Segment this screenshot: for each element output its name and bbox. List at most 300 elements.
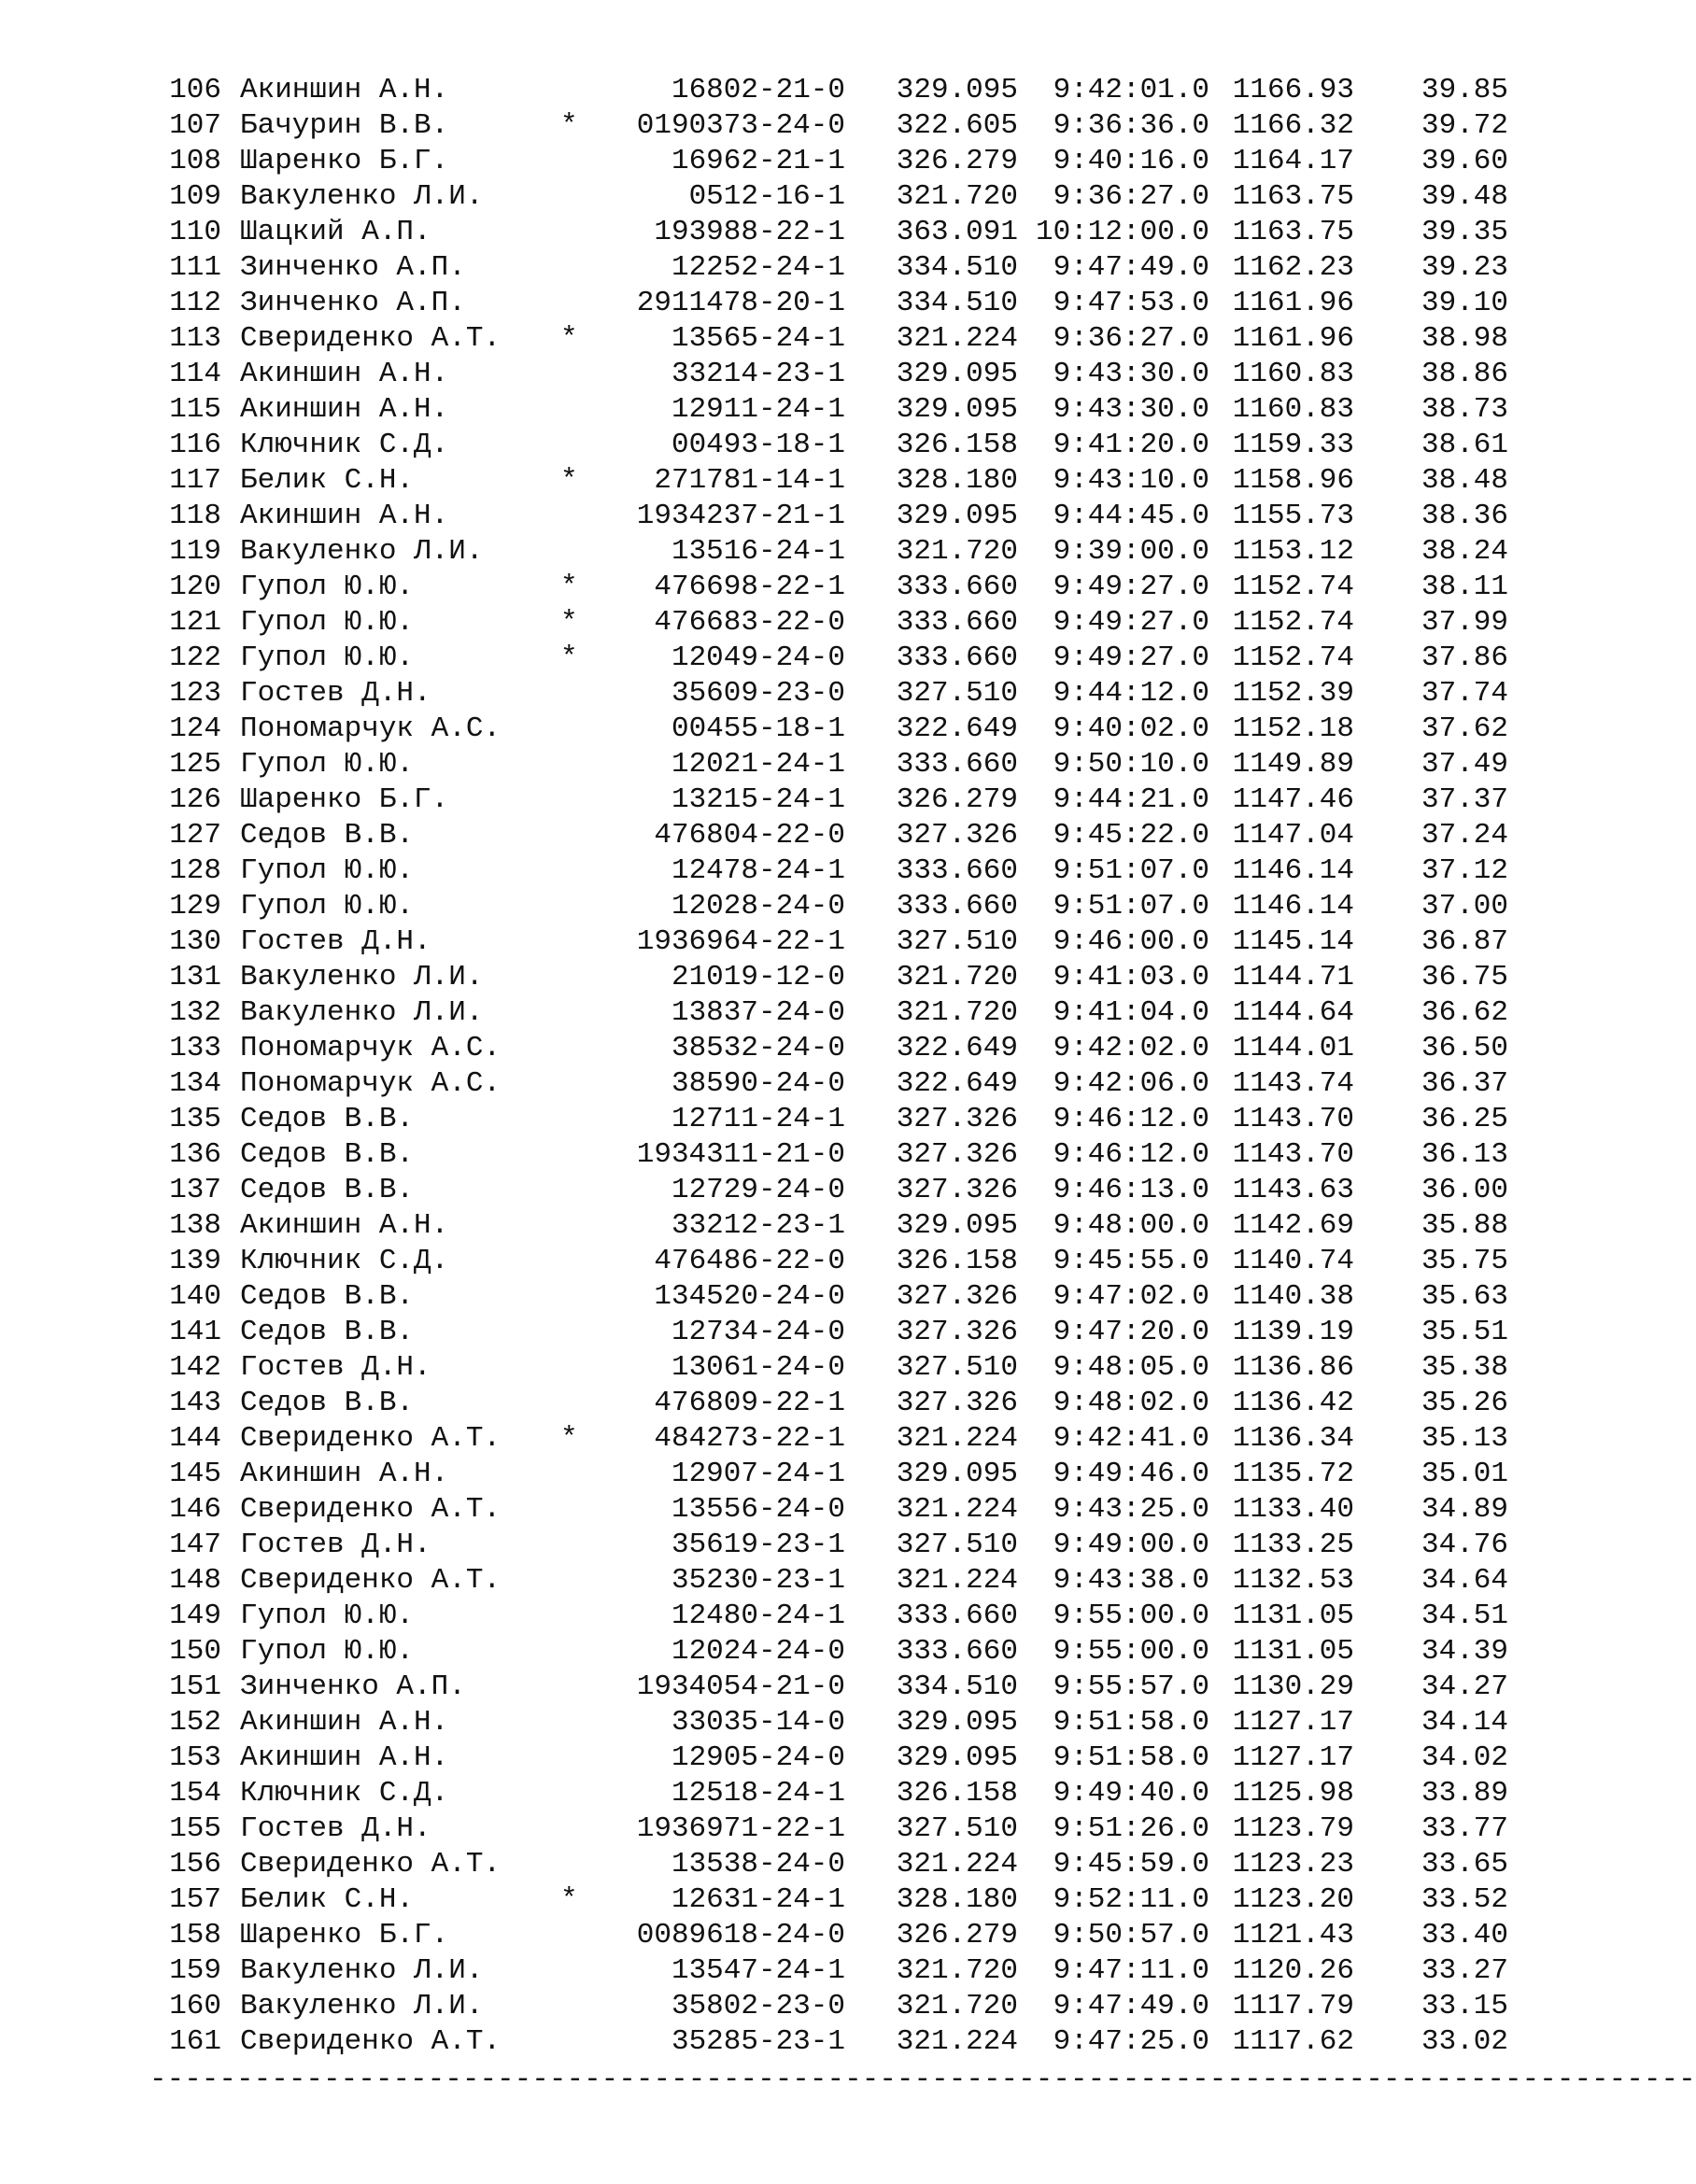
score: 33.15 [1420,1990,1508,2022]
score: 34.14 [1420,1706,1508,1739]
speed: 1123.23 [1232,1848,1354,1881]
speed: 1125.98 [1232,1777,1354,1810]
speed: 1164.17 [1232,145,1354,177]
speed: 1143.74 [1232,1067,1354,1100]
distance: 322.649 [896,712,1018,745]
fancier-name: Гостев Д.Н. [240,1529,431,1561]
place-number: 156 [169,1848,221,1881]
fancier-name: Седов В.В. [240,1316,415,1348]
fancier-name: Бачурин В.В. [240,109,449,142]
arrival-time: 9:48:00.0 [1053,1209,1209,1242]
place-number: 130 [169,925,221,958]
speed: 1143.70 [1232,1138,1354,1171]
place-number: 140 [169,1280,221,1313]
place-number: 148 [169,1564,221,1597]
place-number: 141 [169,1316,221,1348]
score: 35.88 [1420,1209,1508,1242]
distance: 333.660 [896,641,1018,674]
ring-number: 33035-14-0 [671,1706,845,1739]
place-number: 134 [169,1067,221,1100]
distance: 327.510 [896,1351,1018,1384]
score: 33.52 [1420,1883,1508,1916]
ring-number: 193988-22-1 [654,216,845,248]
arrival-time: 9:55:00.0 [1053,1599,1209,1632]
distance: 322.649 [896,1032,1018,1064]
score: 35.01 [1420,1458,1508,1490]
fancier-name: Гупол Ю.Ю. [240,571,415,603]
speed: 1160.83 [1232,393,1354,426]
ring-number: 13538-24-0 [671,1848,845,1881]
arrival-time: 9:46:12.0 [1053,1103,1209,1135]
distance: 327.326 [896,1316,1018,1348]
score: 34.89 [1420,1493,1508,1526]
distance: 322.605 [896,109,1018,142]
place-number: 135 [169,1103,221,1135]
ring-number: 35230-23-1 [671,1564,845,1597]
score: 38.36 [1420,500,1508,532]
ring-number: 1936971-22-1 [636,1812,845,1845]
ring-number: 12049-24-0 [671,641,845,674]
place-number: 122 [169,641,221,674]
fancier-name: Свериденко А.Т. [240,1848,502,1881]
ring-number: 0089618-24-0 [636,1919,845,1952]
place-number: 139 [169,1245,221,1277]
ring-number: 00455-18-1 [671,712,845,745]
score: 35.26 [1420,1387,1508,1419]
ring-number: 1934237-21-1 [636,500,845,532]
fancier-name: Вакуленко Л.И. [240,996,484,1029]
arrival-time: 9:47:11.0 [1053,1954,1209,1987]
ring-number: 0512-16-1 [688,180,845,213]
distance: 329.095 [896,358,1018,390]
distance: 321.224 [896,2025,1018,2058]
score: 33.77 [1420,1812,1508,1845]
arrival-time: 9:51:07.0 [1053,854,1209,887]
place-number: 127 [169,819,221,852]
distance: 327.326 [896,819,1018,852]
arrival-time: 9:45:55.0 [1053,1245,1209,1277]
fancier-name: Свериденко А.Т. [240,1493,502,1526]
ring-number: 1934311-21-0 [636,1138,845,1171]
fancier-name: Вакуленко Л.И. [240,535,484,568]
distance: 333.660 [896,606,1018,639]
distance: 321.720 [896,996,1018,1029]
fancier-name: Гупол Ю.Ю. [240,748,415,781]
arrival-time: 9:52:11.0 [1053,1883,1209,1916]
asterisk-mark: * [560,1422,578,1455]
speed: 1133.25 [1232,1529,1354,1561]
fancier-name: Вакуленко Л.И. [240,1990,484,2022]
distance: 321.224 [896,1493,1018,1526]
score: 37.99 [1420,606,1508,639]
place-number: 117 [169,464,221,497]
score: 35.51 [1420,1316,1508,1348]
place-number: 160 [169,1990,221,2022]
distance: 326.279 [896,1919,1018,1952]
ring-number: 2911478-20-1 [636,287,845,319]
distance: 333.660 [896,571,1018,603]
ring-number: 12905-24-0 [671,1741,845,1774]
place-number: 116 [169,429,221,461]
score: 33.40 [1420,1919,1508,1952]
arrival-time: 9:46:12.0 [1053,1138,1209,1171]
speed: 1152.74 [1232,606,1354,639]
speed: 1144.71 [1232,961,1354,993]
fancier-name: Седов В.В. [240,819,415,852]
arrival-time: 9:46:13.0 [1053,1174,1209,1206]
arrival-time: 9:55:00.0 [1053,1635,1209,1668]
speed: 1117.79 [1232,1990,1354,2022]
distance: 327.510 [896,1812,1018,1845]
score: 35.38 [1420,1351,1508,1384]
place-number: 158 [169,1919,221,1952]
score: 36.00 [1420,1174,1508,1206]
place-number: 124 [169,712,221,745]
arrival-time: 9:50:57.0 [1053,1919,1209,1952]
speed: 1160.83 [1232,358,1354,390]
speed: 1140.38 [1232,1280,1354,1313]
ring-number: 35609-23-0 [671,677,845,710]
asterisk-mark: * [560,1883,578,1916]
speed: 1123.20 [1232,1883,1354,1916]
ring-number: 476698-22-1 [654,571,845,603]
distance: 326.279 [896,783,1018,816]
place-number: 125 [169,748,221,781]
place-number: 132 [169,996,221,1029]
speed: 1121.43 [1232,1919,1354,1952]
score: 39.72 [1420,109,1508,142]
score: 37.00 [1420,890,1508,923]
distance: 329.095 [896,1706,1018,1739]
ring-number: 13837-24-0 [671,996,845,1029]
arrival-time: 9:47:53.0 [1053,287,1209,319]
arrival-time: 9:43:38.0 [1053,1564,1209,1597]
score: 37.12 [1420,854,1508,887]
score: 38.48 [1420,464,1508,497]
asterisk-mark: * [560,641,578,674]
place-number: 146 [169,1493,221,1526]
place-number: 137 [169,1174,221,1206]
asterisk-mark: * [560,322,578,355]
distance: 321.224 [896,1422,1018,1455]
arrival-time: 9:47:02.0 [1053,1280,1209,1313]
speed: 1163.75 [1232,216,1354,248]
ring-number: 0190373-24-0 [636,109,845,142]
speed: 1166.32 [1232,109,1354,142]
fancier-name: Свериденко А.Т. [240,2025,502,2058]
arrival-time: 9:44:45.0 [1053,500,1209,532]
place-number: 138 [169,1209,221,1242]
fancier-name: Гостев Д.Н. [240,677,431,710]
score: 35.13 [1420,1422,1508,1455]
speed: 1120.26 [1232,1954,1354,1987]
place-number: 110 [169,216,221,248]
speed: 1149.89 [1232,748,1354,781]
fancier-name: Гупол Ю.Ю. [240,606,415,639]
speed: 1130.29 [1232,1670,1354,1703]
arrival-time: 9:51:26.0 [1053,1812,1209,1845]
place-number: 109 [169,180,221,213]
distance: 333.660 [896,890,1018,923]
ring-number: 35619-23-1 [671,1529,845,1561]
score: 37.74 [1420,677,1508,710]
arrival-time: 9:49:40.0 [1053,1777,1209,1810]
speed: 1153.12 [1232,535,1354,568]
distance: 333.660 [896,1635,1018,1668]
fancier-name: Гупол Ю.Ю. [240,641,415,674]
score: 39.60 [1420,145,1508,177]
place-number: 142 [169,1351,221,1384]
speed: 1161.96 [1232,287,1354,319]
arrival-time: 9:45:59.0 [1053,1848,1209,1881]
arrival-time: 9:43:25.0 [1053,1493,1209,1526]
score: 39.85 [1420,74,1508,106]
place-number: 123 [169,677,221,710]
fancier-name: Ключник С.Д. [240,1245,449,1277]
ring-number: 12021-24-1 [671,748,845,781]
distance: 333.660 [896,854,1018,887]
distance: 321.720 [896,961,1018,993]
distance: 321.224 [896,1848,1018,1881]
arrival-time: 9:51:58.0 [1053,1706,1209,1739]
place-number: 115 [169,393,221,426]
speed: 1152.74 [1232,641,1354,674]
ring-number: 35285-23-1 [671,2025,845,2058]
distance: 321.720 [896,1954,1018,1987]
fancier-name: Пономарчук А.С. [240,712,502,745]
score: 38.98 [1420,322,1508,355]
place-number: 136 [169,1138,221,1171]
speed: 1145.14 [1232,925,1354,958]
fancier-name: Зинченко А.П. [240,287,466,319]
ring-number: 12518-24-1 [671,1777,845,1810]
ring-number: 13061-24-0 [671,1351,845,1384]
footer-dashed-rule: ----------------------------------------------------------------------------------------- [149,2064,1696,2096]
fancier-name: Акиншин А.Н. [240,358,449,390]
score: 36.25 [1420,1103,1508,1135]
arrival-time: 9:41:03.0 [1053,961,1209,993]
fancier-name: Пономарчук А.С. [240,1032,502,1064]
ring-number: 271781-14-1 [654,464,845,497]
speed: 1132.53 [1232,1564,1354,1597]
arrival-time: 9:47:49.0 [1053,1990,1209,2022]
distance: 327.326 [896,1103,1018,1135]
arrival-time: 9:36:27.0 [1053,180,1209,213]
place-number: 151 [169,1670,221,1703]
asterisk-mark: * [560,571,578,603]
fancier-name: Белик С.Н. [240,464,415,497]
ring-number: 21019-12-0 [671,961,845,993]
speed: 1140.74 [1232,1245,1354,1277]
ring-number: 38590-24-0 [671,1067,845,1100]
distance: 333.660 [896,1599,1018,1632]
speed: 1161.96 [1232,322,1354,355]
speed: 1146.14 [1232,854,1354,887]
fancier-name: Акиншин А.Н. [240,74,449,106]
speed: 1139.19 [1232,1316,1354,1348]
distance: 327.510 [896,925,1018,958]
speed: 1123.79 [1232,1812,1354,1845]
fancier-name: Акиншин А.Н. [240,500,449,532]
place-number: 133 [169,1032,221,1064]
place-number: 128 [169,854,221,887]
arrival-time: 9:46:00.0 [1053,925,1209,958]
arrival-time: 9:47:25.0 [1053,2025,1209,2058]
fancier-name: Ключник С.Д. [240,1777,449,1810]
fancier-name: Акиншин А.Н. [240,393,449,426]
place-number: 155 [169,1812,221,1845]
distance: 328.180 [896,464,1018,497]
place-number: 161 [169,2025,221,2058]
arrival-time: 9:49:46.0 [1053,1458,1209,1490]
ring-number: 12729-24-0 [671,1174,845,1206]
fancier-name: Гупол Ю.Ю. [240,854,415,887]
ring-number: 12480-24-1 [671,1599,845,1632]
score: 36.62 [1420,996,1508,1029]
place-number: 145 [169,1458,221,1490]
distance: 321.720 [896,1990,1018,2022]
distance: 329.095 [896,74,1018,106]
score: 38.24 [1420,535,1508,568]
fancier-name: Белик С.Н. [240,1883,415,1916]
distance: 326.279 [896,145,1018,177]
arrival-time: 9:41:04.0 [1053,996,1209,1029]
place-number: 114 [169,358,221,390]
distance: 321.224 [896,1564,1018,1597]
arrival-time: 9:50:10.0 [1053,748,1209,781]
ring-number: 13215-24-1 [671,783,845,816]
fancier-name: Седов В.В. [240,1174,415,1206]
ring-number: 12028-24-0 [671,890,845,923]
fancier-name: Акиншин А.Н. [240,1458,449,1490]
arrival-time: 9:49:00.0 [1053,1529,1209,1561]
ring-number: 00493-18-1 [671,429,845,461]
distance: 329.095 [896,1209,1018,1242]
score: 34.64 [1420,1564,1508,1597]
place-number: 157 [169,1883,221,1916]
distance: 327.326 [896,1387,1018,1419]
ring-number: 134520-24-0 [654,1280,845,1313]
score: 33.27 [1420,1954,1508,1987]
score: 36.87 [1420,925,1508,958]
score: 39.35 [1420,216,1508,248]
arrival-time: 9:49:27.0 [1053,641,1209,674]
fancier-name: Шаренко Б.Г. [240,783,449,816]
distance: 327.326 [896,1280,1018,1313]
asterisk-mark: * [560,109,578,142]
arrival-time: 10:12:00.0 [1035,216,1209,248]
score: 36.75 [1420,961,1508,993]
place-number: 159 [169,1954,221,1987]
score: 34.76 [1420,1529,1508,1561]
arrival-time: 9:44:21.0 [1053,783,1209,816]
place-number: 107 [169,109,221,142]
distance: 327.326 [896,1174,1018,1206]
arrival-time: 9:42:01.0 [1053,74,1209,106]
fancier-name: Акиншин А.Н. [240,1706,449,1739]
speed: 1143.70 [1232,1103,1354,1135]
score: 38.86 [1420,358,1508,390]
arrival-time: 9:43:10.0 [1053,464,1209,497]
speed: 1133.40 [1232,1493,1354,1526]
asterisk-mark: * [560,606,578,639]
place-number: 106 [169,74,221,106]
place-number: 121 [169,606,221,639]
speed: 1166.93 [1232,74,1354,106]
speed: 1152.18 [1232,712,1354,745]
arrival-time: 9:48:02.0 [1053,1387,1209,1419]
speed: 1147.04 [1232,819,1354,852]
fancier-name: Седов В.В. [240,1138,415,1171]
score: 35.63 [1420,1280,1508,1313]
ring-number: 33214-23-1 [671,358,845,390]
place-number: 131 [169,961,221,993]
arrival-time: 9:36:36.0 [1053,109,1209,142]
place-number: 154 [169,1777,221,1810]
fancier-name: Акиншин А.Н. [240,1209,449,1242]
speed: 1162.23 [1232,251,1354,284]
place-number: 129 [169,890,221,923]
arrival-time: 9:47:49.0 [1053,251,1209,284]
ring-number: 476809-22-1 [654,1387,845,1419]
fancier-name: Гостев Д.Н. [240,1812,431,1845]
fancier-name: Гупол Ю.Ю. [240,1599,415,1632]
place-number: 119 [169,535,221,568]
score: 38.11 [1420,571,1508,603]
distance: 334.510 [896,287,1018,319]
fancier-name: Зинченко А.П. [240,251,466,284]
ring-number: 16962-21-1 [671,145,845,177]
speed: 1131.05 [1232,1599,1354,1632]
distance: 334.510 [896,1670,1018,1703]
fancier-name: Шацкий А.П. [240,216,431,248]
score: 39.23 [1420,251,1508,284]
fancier-name: Гупол Ю.Ю. [240,1635,415,1668]
distance: 327.326 [896,1138,1018,1171]
arrival-time: 9:48:05.0 [1053,1351,1209,1384]
place-number: 112 [169,287,221,319]
ring-number: 35802-23-0 [671,1990,845,2022]
ring-number: 12024-24-0 [671,1635,845,1668]
ring-number: 33212-23-1 [671,1209,845,1242]
ring-number: 476804-22-0 [654,819,845,852]
fancier-name: Седов В.В. [240,1103,415,1135]
speed: 1155.73 [1232,500,1354,532]
distance: 329.095 [896,393,1018,426]
fancier-name: Гостев Д.Н. [240,925,431,958]
score: 33.65 [1420,1848,1508,1881]
distance: 326.158 [896,429,1018,461]
fancier-name: Шаренко Б.Г. [240,145,449,177]
distance: 326.158 [896,1245,1018,1277]
distance: 363.091 [896,216,1018,248]
distance: 329.095 [896,1741,1018,1774]
fancier-name: Шаренко Б.Г. [240,1919,449,1952]
score: 36.13 [1420,1138,1508,1171]
place-number: 153 [169,1741,221,1774]
arrival-time: 9:49:27.0 [1053,571,1209,603]
speed: 1144.64 [1232,996,1354,1029]
arrival-time: 9:51:58.0 [1053,1741,1209,1774]
speed: 1136.34 [1232,1422,1354,1455]
arrival-time: 9:41:20.0 [1053,429,1209,461]
distance: 327.510 [896,1529,1018,1561]
arrival-time: 9:40:02.0 [1053,712,1209,745]
speed: 1143.63 [1232,1174,1354,1206]
ring-number: 13565-24-1 [671,322,845,355]
arrival-time: 9:42:06.0 [1053,1067,1209,1100]
ring-number: 12478-24-1 [671,854,845,887]
